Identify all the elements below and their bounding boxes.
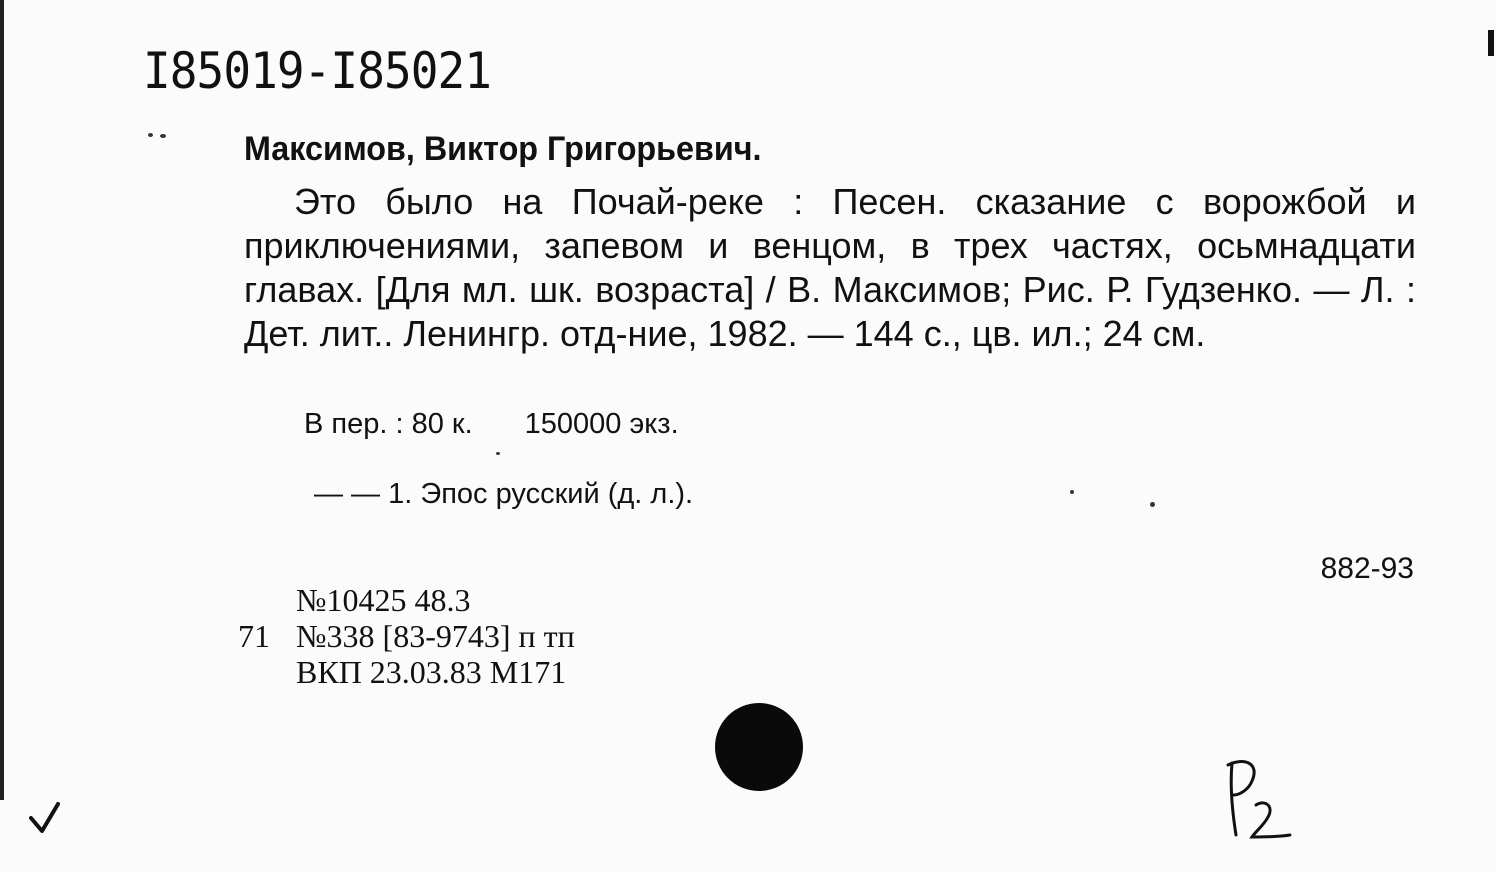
binding-price: В пер. : 80 к. bbox=[304, 408, 473, 440]
accession-number: I85019-I85021 bbox=[143, 42, 492, 100]
printing-imprint bbox=[238, 582, 575, 690]
imprint-line-3-text: ВКП 23.03.83 М171 bbox=[296, 654, 567, 690]
scan-speck bbox=[160, 134, 166, 138]
bibliographic-description: Это было на Почай-реке : Песен. сказание с ворожбой и приключениями, запевом и венцом, в трех частях, осьмнадцати главах. [Для мл. шк. возраста] / В. Максимов; Рис. Р. Гудзенко. — Л. : Дет. лит.. Ленингр. отд-ние, 1982. — 144 с., цв. ил.; 24 см. bbox=[244, 181, 1416, 354]
imprint-line-2 bbox=[238, 618, 575, 654]
imprint-prefix: 71 bbox=[238, 618, 270, 654]
checkmark-icon bbox=[28, 800, 62, 836]
card-left-edge bbox=[0, 0, 4, 800]
price-line bbox=[304, 408, 679, 441]
punch-hole bbox=[715, 703, 803, 791]
edge-mark bbox=[1488, 30, 1494, 56]
scan-speck bbox=[148, 133, 153, 137]
imprint-line-3 bbox=[238, 654, 575, 690]
classification-code: 882-93 bbox=[1320, 552, 1414, 585]
scan-speck bbox=[496, 452, 500, 455]
imprint-line-1 bbox=[238, 582, 575, 618]
scan-speck bbox=[1150, 502, 1155, 507]
imprint-line-1-text: №10425 48.3 bbox=[296, 582, 471, 618]
subject-heading: — — 1. Эпос русский (д. л.). bbox=[314, 478, 694, 510]
scan-speck bbox=[1070, 490, 1074, 494]
handwritten-mark-icon bbox=[1222, 755, 1294, 845]
author-heading: Максимов, Виктор Григорьевич. bbox=[244, 130, 762, 168]
print-run: 150000 экз. bbox=[524, 408, 679, 440]
imprint-line-2-text: №338 [83-9743] п тп bbox=[296, 618, 575, 654]
